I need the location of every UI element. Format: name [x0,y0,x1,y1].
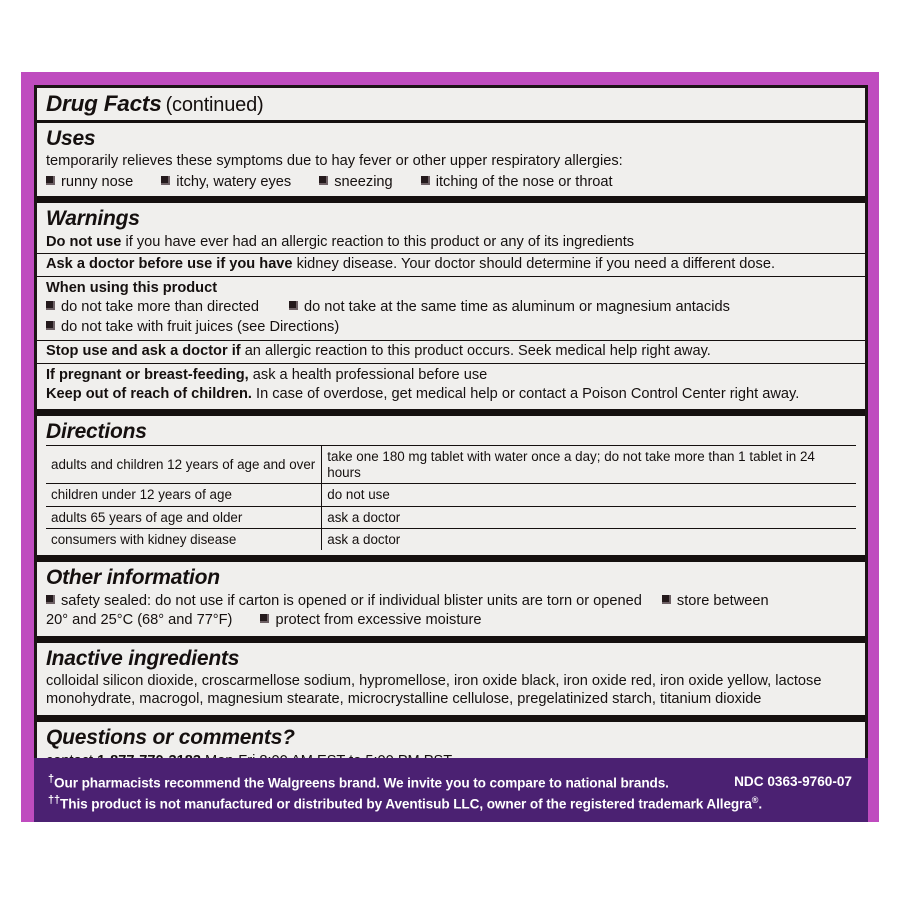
do-not-use-bold: Do not use [46,233,122,250]
inactive-ingredients-text: colloidal silicon dioxide, croscarmellose sodium, hypromellose, iron oxide black, iron oxide red, iron oxide yellow, lactose monohydrate, macrogol, magnesium stearate, microcrystalline cellulose, pregelatinized starch, titanium dioxide [46,673,822,708]
uses-bullet: sneezing [319,174,392,191]
table-row [46,506,856,528]
uses-section [37,123,865,196]
uses-bullet-list [46,172,856,191]
stop-use-rest: an allergic reaction to this product occurs. Seek medical help right away. [244,343,711,360]
inactive-ingredients-section [37,643,865,715]
other-info-line-2 [46,611,856,630]
drug-facts-panel [34,85,868,778]
uses-bullet: itchy, watery eyes [161,174,291,191]
other-info-bullet: store between [662,593,769,610]
page-title-suffix: (continued) [165,94,264,116]
ndc-code: NDC 0363-9760-07 [734,774,852,789]
table-row [46,484,856,506]
warnings-do-not-use [46,233,856,252]
when-using-bullet-row-1 [46,298,856,317]
directions-group: consumers with kidney disease [46,529,322,551]
other-info-line-1 [46,592,856,611]
inactive-ingredients-heading: Inactive ingredients [46,646,240,670]
keep-out-bold: Keep out of reach of children. [46,386,252,403]
directions-instruction: take one 180 mg tablet with water once a day; do not take more than 1 tablet in 24 hours [322,446,856,484]
directions-group: children under 12 years of age [46,484,322,506]
when-using-heading: When using this product [46,280,218,297]
when-using-bullet: do not take more than directed [46,299,259,316]
pregnant-rest: ask a health professional before use [252,367,488,384]
when-using-bullet: do not take with fruit juices (see Directions) [46,319,339,336]
other-info-bullet: safety sealed: do not use if carton is opened or if individual blister units are torn or opened [46,593,642,610]
page-title: Drug Facts [46,91,162,116]
uses-heading: Uses [46,126,96,150]
warnings-when-using [37,277,865,340]
directions-instruction: ask a doctor [322,506,856,528]
registered-trademark-icon: ® [751,794,759,805]
table-row [46,529,856,551]
questions-heading: Questions or comments? [46,726,295,750]
pregnant-bold: If pregnant or breast-feeding, [46,367,249,384]
directions-group: adults 65 years of age and older [46,506,322,528]
divider-warnings-directions [37,409,865,416]
warnings-ask-doctor [37,254,865,275]
when-using-bullet: do not take at the same time as aluminum or magnesium antacids [289,299,730,316]
directions-table [46,445,856,550]
carton-inner [34,85,868,822]
other-info-bullet: protect from excessive moisture [260,612,481,629]
ask-doctor-bold: Ask a doctor before use if you have [46,256,293,273]
warnings-heading: Warnings [46,206,140,230]
footer-note-1 [48,772,854,793]
when-using-bullet-row-2 [46,318,856,337]
directions-group: adults and children 12 years of age and over [46,446,322,484]
other-information-section [37,562,865,635]
warnings-stop-use [37,341,865,362]
keep-out-line [46,385,856,404]
uses-intro: temporarily relieves these symptoms due to hay fever or other upper respiratory allergies: [46,153,623,170]
uses-bullet: itching of the nose or throat [421,174,613,191]
keep-out-rest: In case of overdose, get medical help or contact a Poison Control Center right away. [256,386,800,403]
warnings-pregnant-keepout [37,364,865,408]
warnings-heading-row [37,203,865,253]
divider-inactive-questions [37,715,865,722]
footer-band [34,758,868,822]
uses-bullet: runny nose [46,174,133,191]
divider-uses-warnings [37,196,865,203]
other-info-temp-range: 20° and 25°C (68° and 77°F) [46,612,233,629]
divider-other-inactive [37,636,865,643]
directions-instruction: do not use [322,484,856,506]
ask-doctor-rest: kidney disease. Your doctor should determine if you need a different dose. [296,256,776,273]
footer-note-2-text: This product is not manufactured or distributed by Aventisub LLC, owner of the registered trademark Allegra [60,796,752,812]
do-not-use-rest: if you have ever had an allergic reaction to this product or any of its ingredients [125,233,635,250]
pregnant-line [46,366,856,385]
directions-heading: Directions [46,419,147,443]
table-row [46,446,856,484]
carton-frame [21,72,879,822]
divider-directions-other [37,555,865,562]
footer-note-2 [48,793,854,814]
footer-note-2-period: . [758,796,763,812]
directions-section [37,416,865,556]
footer-note-1-marker: † [48,773,55,785]
stop-use-bold: Stop use and ask a doctor if [46,343,241,360]
drug-facts-title-row [37,88,865,120]
footer-note-1-text: Our pharmacists recommend the Walgreens brand. We invite you to compare to national brands. [54,775,669,791]
footer-note-2-marker: †† [48,793,61,806]
directions-instruction: ask a doctor [322,529,856,551]
other-information-heading: Other information [46,566,220,590]
